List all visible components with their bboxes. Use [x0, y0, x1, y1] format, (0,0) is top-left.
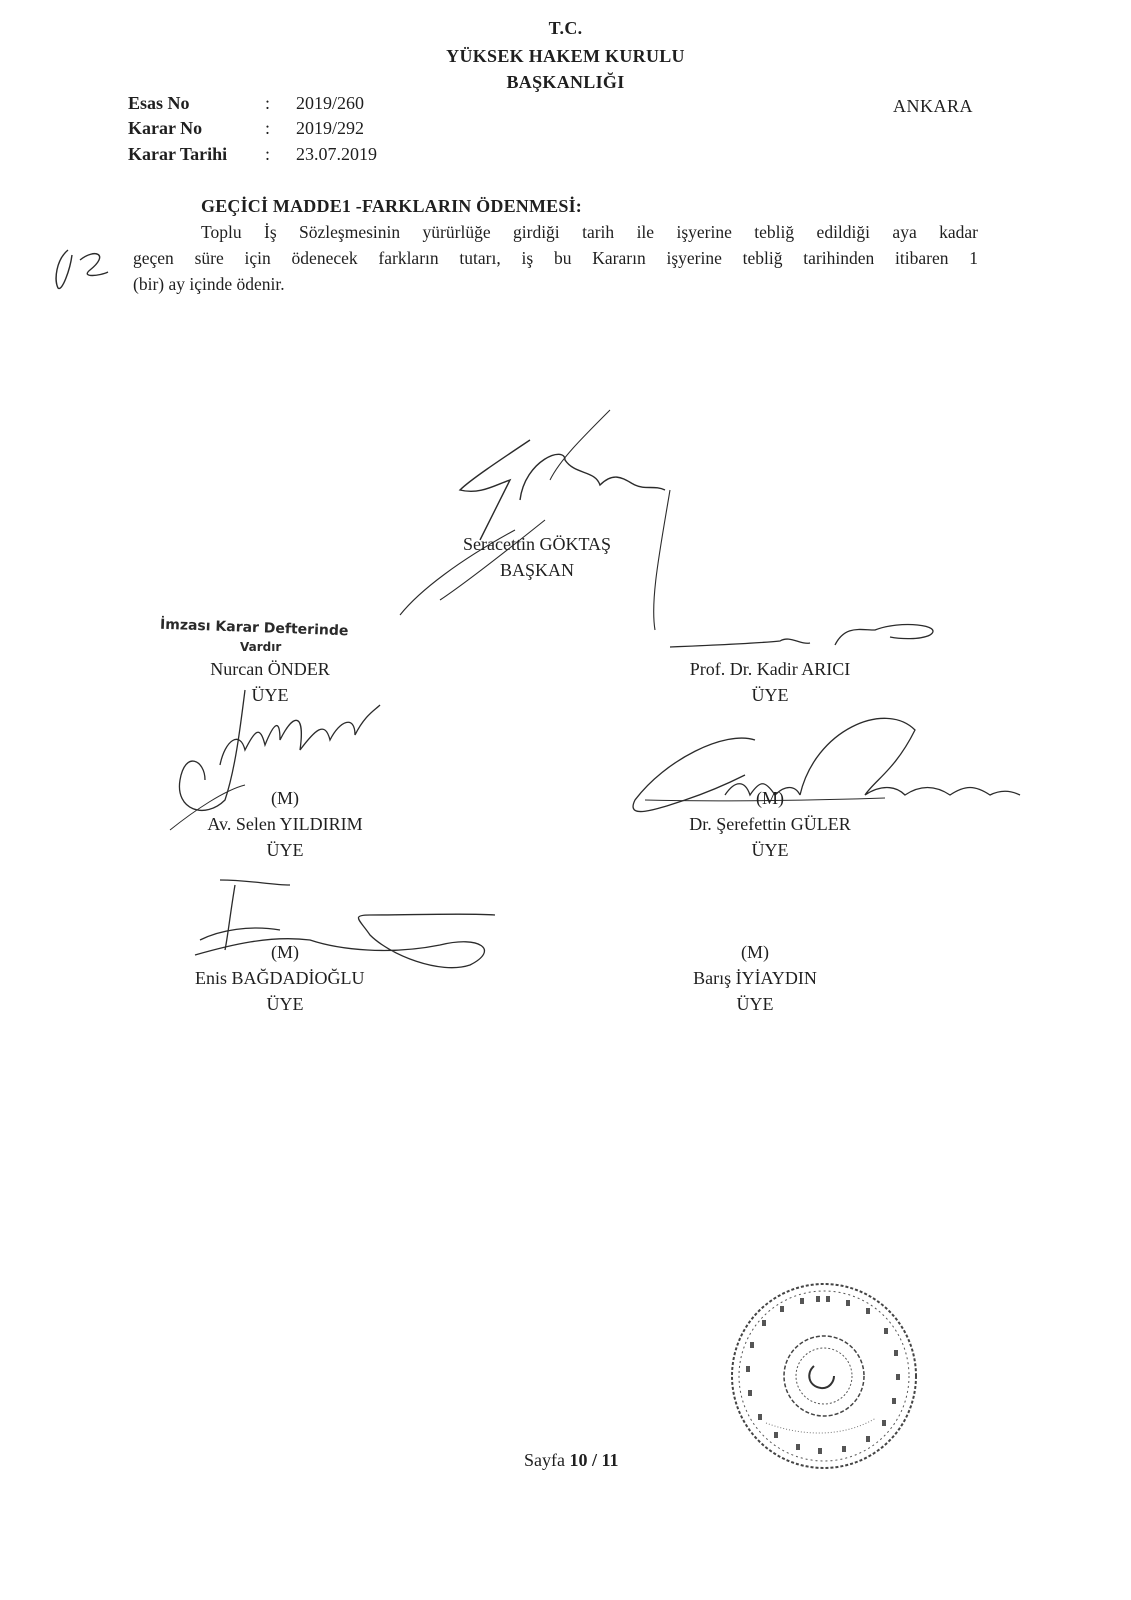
paragraph-line-3: (bir) ay içinde ödenir. — [133, 274, 285, 294]
member3-name: Av. Selen YILDIRIM — [207, 814, 363, 834]
header-institution: YÜKSEK HAKEM KURULU — [446, 46, 685, 66]
annotation-line-1: İmzası Karar Defterinde — [159, 616, 349, 640]
member4-name: Dr. Şerefettin GÜLER — [689, 814, 851, 834]
member4-role: ÜYE — [751, 840, 789, 860]
page-number — [524, 1450, 619, 1471]
tarih-value: 23.07.2019 — [296, 144, 377, 164]
official-seal — [726, 1278, 922, 1474]
tarih-colon: : — [265, 144, 271, 164]
tarih-label: Karar Tarihi — [128, 144, 228, 164]
member4-mark: (M) — [756, 788, 784, 808]
member4-signature — [625, 700, 1025, 830]
page-current: 10 — [569, 1450, 588, 1470]
member1-name: Nurcan ÖNDER — [210, 659, 330, 679]
member2-role: ÜYE — [751, 685, 789, 705]
member3-mark: (M) — [271, 788, 299, 808]
margin-initial-scribble — [50, 240, 120, 300]
paragraph-line-2: geçen süre için ödenecek farkların tutarı, iş bu Kararın işyerine tebliğ tarihinden itibaren 1 — [133, 248, 978, 268]
annotation-line-2: Vardır — [240, 640, 282, 654]
header-department: BAŞKANLIĞI — [506, 72, 625, 92]
karar-label: Karar No — [128, 118, 203, 138]
member6-mark: (M) — [741, 942, 769, 962]
city-label: ANKARA — [893, 96, 974, 116]
member6-role: ÜYE — [736, 994, 774, 1014]
member5-name: Enis BAĞDADİOĞLU — [195, 968, 365, 988]
member3-role: ÜYE — [266, 840, 304, 860]
member6-name: Barış İYİAYDIN — [693, 968, 817, 988]
president-role: BAŞKAN — [499, 560, 574, 580]
member5-role: ÜYE — [266, 994, 304, 1014]
member5-mark: (M) — [271, 942, 299, 962]
karar-colon: : — [265, 118, 271, 138]
page-prefix: Sayfa — [524, 1450, 565, 1470]
esas-value: 2019/260 — [296, 93, 365, 113]
member1-role: ÜYE — [251, 685, 289, 705]
page-total: 11 — [601, 1450, 619, 1470]
president-signature — [400, 400, 700, 660]
president-name: Seracettin GÖKTAŞ — [462, 534, 612, 554]
section-title: GEÇİCİ MADDE1 -FARKLARIN ÖDENMESİ: — [201, 196, 582, 216]
page-separator: / — [587, 1450, 602, 1470]
karar-value: 2019/292 — [296, 118, 365, 138]
paragraph-line-1: Toplu İş Sözleşmesinin yürürlüğe girdiği tarih ile işyerine tebliğ edildiği aya kadar — [201, 222, 978, 242]
esas-colon: : — [265, 93, 271, 113]
esas-label: Esas No — [128, 93, 190, 113]
header-tc: T.C. — [548, 18, 583, 38]
member2-name: Prof. Dr. Kadir ARICI — [689, 659, 851, 679]
